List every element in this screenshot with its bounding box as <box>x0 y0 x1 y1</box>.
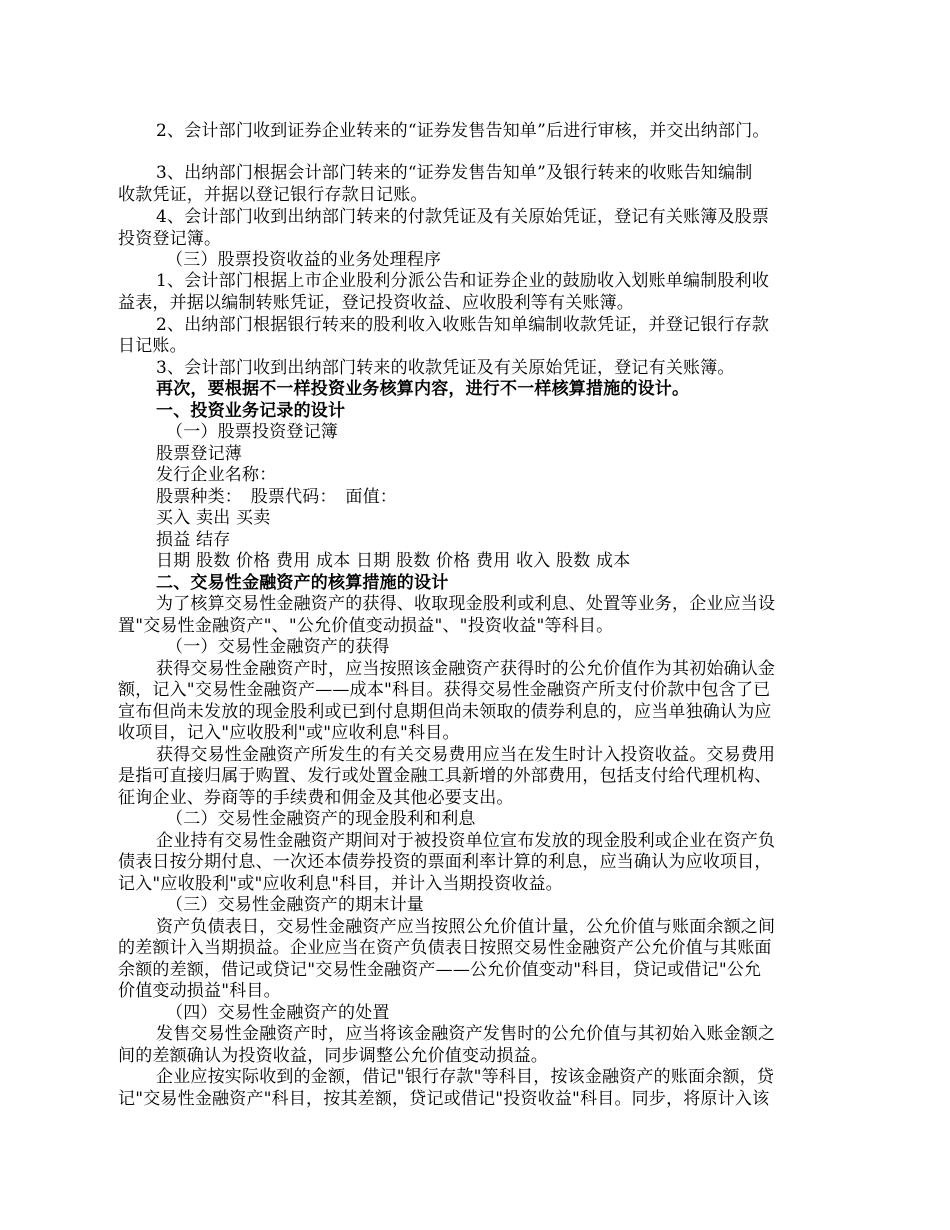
text-line: 收款凭证，并据以登记银行存款日记账。 <box>118 185 428 205</box>
text-line: 益表，并据以编制转账凭证，登记投资收益、应收股利等有关账簿。 <box>118 293 634 313</box>
text-line: 资产负债表日，交易性金融资产应当按照公允价值计量，公允价值与账面余额之间 <box>156 917 776 937</box>
text-line: 3、出纳部门根据会计部门转来的“证券发售告知单”及银行转来的收账告知编制 <box>156 163 753 183</box>
text-line: 发售交易性金融资产时，应当将该金融资产发售时的公允价值与其初始入账金额之 <box>156 1024 776 1044</box>
text-line: 宣布但尚未发放的现金股利或已到付息期但尚未领取的债券利息的，应当单独确认为应 <box>118 702 772 722</box>
text-line: 企业应按实际收到的金额，借记"银行存款"等科目，按该金融资产的账面余额，贷 <box>156 1067 775 1087</box>
text-line: 余额的差额，借记或贷记"交易性金融资产——公允价值变动"科目，贷记或借记"公允 <box>118 960 762 980</box>
text-line: 记"交易性金融资产"科目，按其差额，贷记或借记"投资收益"科目。同步，将原计入该 <box>118 1089 770 1109</box>
subsection-heading: （一）交易性金融资产的获得 <box>166 637 390 657</box>
text-line: 额，记入"交易性金融资产——成本"科目。获得交易性金融资产所支付价款中包含了已 <box>118 680 771 700</box>
subsection-heading: （三）交易性金融资产的期末计量 <box>166 895 424 915</box>
subsection-heading: （四）交易性金融资产的处置 <box>166 1003 390 1023</box>
text-line: 日期 股数 价格 费用 成本 日期 股数 价格 费用 收入 股数 成本 <box>156 551 631 571</box>
text-line: 置"交易性金融资产"、"公允价值变动损益"、"投资收益"等科目。 <box>118 616 614 636</box>
text-line: 获得交易性金融资产所发生的有关交易费用应当在发生时计入投资收益。交易费用 <box>156 745 776 765</box>
text-line: 4、会计部门收到出纳部门转来的付款凭证及有关原始凭证，登记有关账簿及股票 <box>156 207 770 227</box>
text-line: 征询企业、券商等的手续费和佣金及其他必要支出。 <box>118 788 514 808</box>
text-line: 为了核算交易性金融资产的获得、收取现金股利或利息、处置等业务，企业应当设 <box>156 594 776 614</box>
text-line: 是指可直接归属于购置、发行或处置金融工具新增的外部费用，包括支付给代理机构、 <box>118 766 772 786</box>
text-line: 记入"应收股利"或"应收利息"科目，并计入当期投资收益。 <box>118 874 563 894</box>
text-line: 3、会计部门收到出纳部门转来的收款凭证及有关原始凭证，登记有关账簿。 <box>156 358 735 378</box>
text-line: 股票种类： 股票代码： 面值： <box>156 487 397 507</box>
bold-statement: 再次，要根据不一样投资业务核算内容，进行不一样核算措施的设计。 <box>156 379 690 399</box>
subsection-heading: （二）交易性金融资产的现金股利和利息 <box>166 809 476 829</box>
text-line: 的差额计入当期损益。企业应当在资产负债表日按照交易性金融资产公允价值与其账面 <box>118 938 772 958</box>
section-heading: 一、投资业务记录的设计 <box>156 401 346 421</box>
text-line: 投资登记簿。 <box>118 229 222 249</box>
text-line: 日记账。 <box>118 336 187 356</box>
table-title: 股票登记薄 <box>156 444 242 464</box>
text-line: 企业持有交易性金融资产期间对于被投资单位宣布发放的现金股利或企业在资产负 <box>156 831 776 851</box>
text-line: 间的差额确认为投资收益，同步调整公允价值变动损益。 <box>118 1046 548 1066</box>
text-line: 发行企业名称： <box>156 465 277 485</box>
text-line: 收项目，记入"应收股利"或"应收利息"科目。 <box>118 723 460 743</box>
section-heading: （三）股票投资收益的业务处理程序 <box>166 250 442 270</box>
text-line: 获得交易性金融资产时，应当按照该金融资产获得时的公允价值作为其初始确认金 <box>156 659 776 679</box>
section-heading: 二、交易性金融资产的核算措施的设计 <box>156 573 449 593</box>
text-line: 债表日按分期付息、一次还本债券投资的票面利率计算的利息，应当确认为应收项目， <box>118 852 772 872</box>
subsection-heading: （一）股票投资登记簿 <box>166 422 338 442</box>
text-line: 2、出纳部门根据银行转来的股利收入收账告知单编制收款凭证，并登记银行存款 <box>156 315 770 335</box>
text-line: 价值变动损益"科目。 <box>118 981 281 1001</box>
text-line: 1、会计部门根据上市企业股利分派公告和证券企业的鼓励收入划账单编制股利收 <box>156 271 770 291</box>
text-line: 损益 结存 <box>156 530 231 550</box>
text-line: 2、会计部门收到证券企业转来的“证券发售告知单”后进行审核，并交出纳部门。 <box>156 121 770 141</box>
text-line: 买入 卖出 买卖 <box>156 508 271 528</box>
